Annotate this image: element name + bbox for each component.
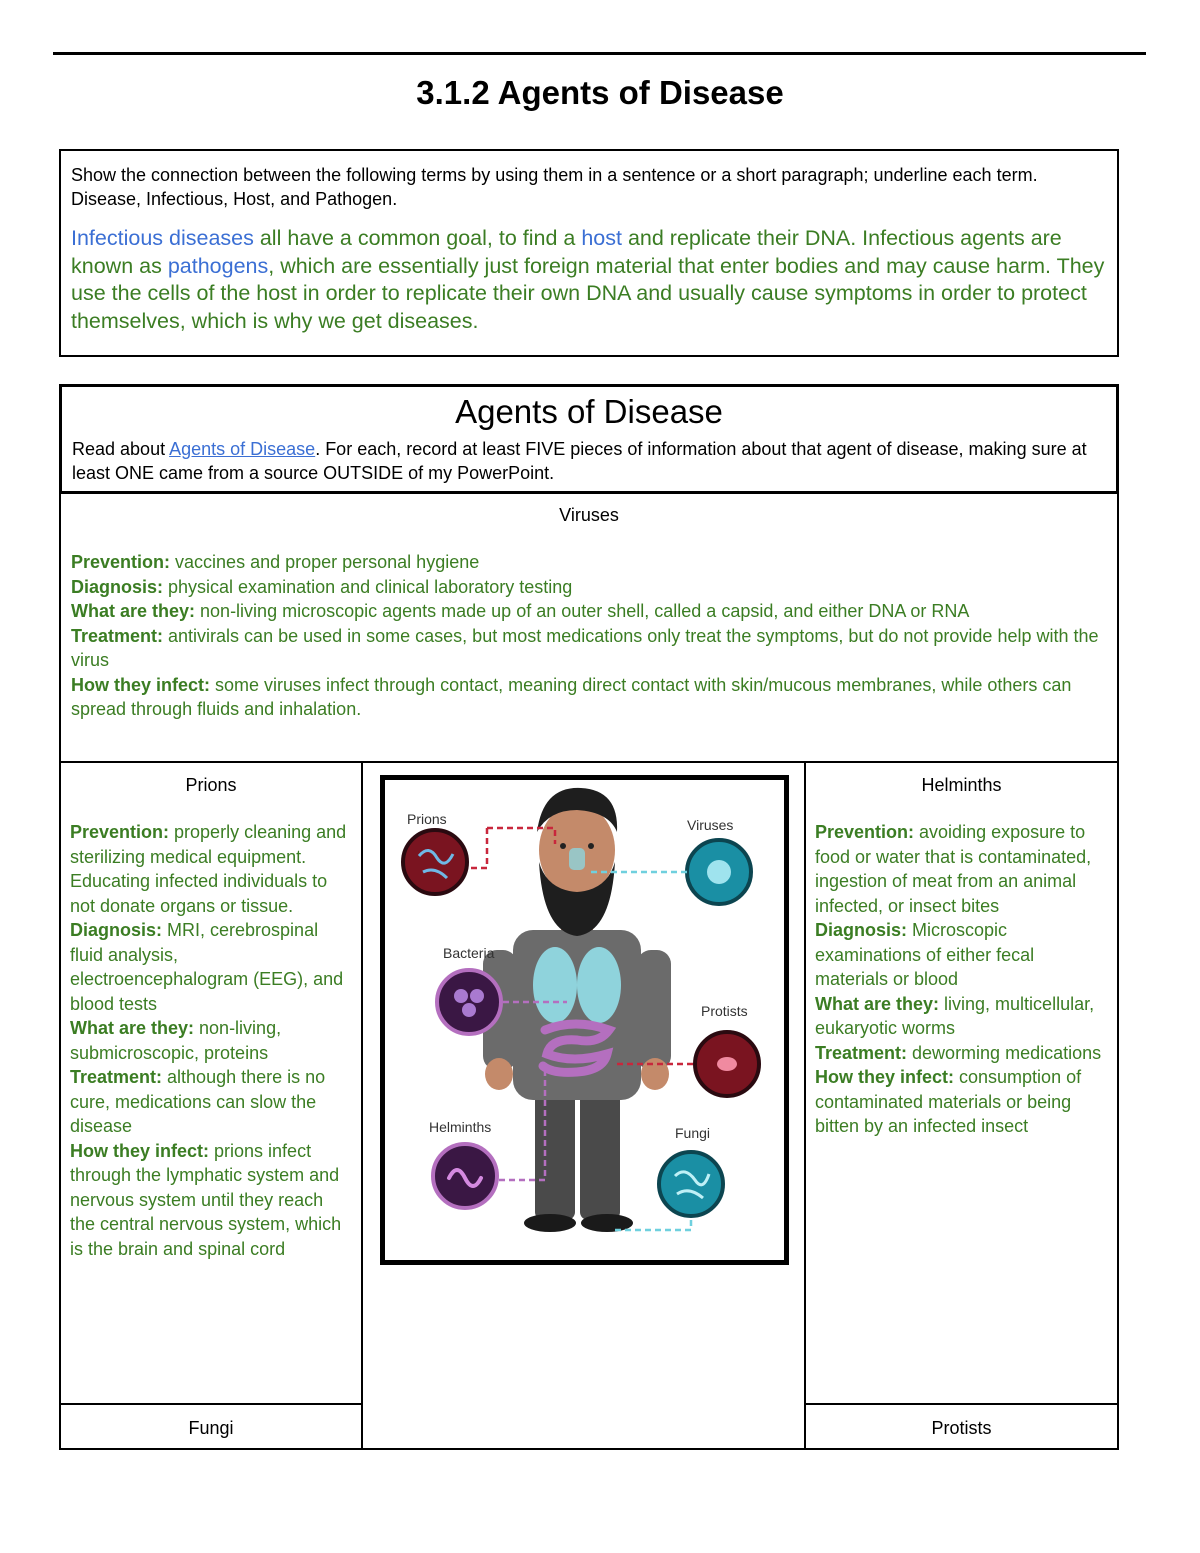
top-rule: [53, 52, 1146, 55]
helminths-what-label: What are they:: [815, 993, 940, 1014]
prions-what-label: What are they:: [70, 1018, 195, 1038]
prions-infect: prions infect through the lymphatic system and nervous system until they reach the central nervous system, which is the brain and spinal cord: [70, 1140, 342, 1259]
viruses-infect-label: How they infect:: [71, 674, 211, 695]
virus-particle-icon: [707, 860, 731, 884]
viruses-what-label: What are they:: [71, 601, 196, 621]
helminths-treatment-label: Treatment:: [815, 1042, 908, 1063]
prompt-box: [59, 149, 1119, 357]
fungi-label: Fungi: [675, 1125, 711, 1141]
left-shoe: [524, 1214, 576, 1232]
term-infectious-diseases: Infectious diseases: [71, 226, 254, 250]
helminths-heading: Helminths: [921, 775, 1002, 795]
viruses-diagnosis-label: Diagnosis:: [71, 576, 164, 597]
bacteria-circle: [437, 970, 501, 1034]
agents-header: [59, 384, 1119, 494]
viruses-infect: some viruses infect through contact, meaning direct contact with skin/mucous membranes, while others can spread through fluids and inhalation.: [71, 674, 1072, 719]
viruses-info: [71, 550, 1107, 722]
viruses-treatment-label: Treatment:: [71, 625, 164, 646]
helminths-cell: [804, 761, 1119, 1405]
protist-cell-icon: [717, 1057, 737, 1071]
viruses-heading: Viruses: [559, 505, 619, 525]
helminths-label: Helminths: [429, 1119, 492, 1135]
right-leg: [580, 1080, 620, 1220]
prions-diagnosis-label: Diagnosis:: [70, 920, 163, 940]
fungi-circle: [659, 1152, 723, 1216]
answer-text-3: , which are essentially just foreign material that enter bodies and may cause harm. They use the cells of the host in order to replicate their own DNA and usually cause symptoms in order to protect themselves, which is why we get diseases.: [71, 253, 1105, 333]
bacteria-label: Bacteria: [443, 945, 495, 961]
prions-prevention-label: Prevention:: [70, 822, 170, 842]
left-hand: [485, 1058, 513, 1090]
prions-prevention: properly cleaning and sterilizing medical equipment. Educating infected individuals to not donate organs or tissue.: [70, 822, 347, 916]
prompt-instructions: Show the connection between the following terms by using them in a sentence or a short paragraph; underline each term. Disease, Infectious, Host, and Pathogen.: [71, 165, 1038, 209]
helminths-treatment: deworming medications: [907, 1042, 1102, 1063]
right-hand: [641, 1058, 669, 1090]
term-pathogens: pathogens: [167, 253, 269, 278]
prions-infect-label: How they infect:: [70, 1140, 210, 1161]
helminths-diagnosis: Microscopic examinations of either fecal materials or blood: [815, 920, 1035, 989]
viruses-what: non-living microscopic agents made up of an outer shell, called a capsid, and either DNA or RNA: [195, 601, 970, 621]
prions-circle: [403, 830, 467, 894]
right-arm: [637, 950, 671, 1070]
viruses-prevention-label: Prevention:: [71, 552, 171, 572]
agents-title: Agents of Disease: [455, 393, 723, 430]
left-eye: [560, 843, 566, 849]
helminths-diagnosis-label: Diagnosis:: [815, 920, 908, 940]
agents-intro-after: . For each, record at least FIVE pieces of information about that agent of disease, making sure at least ONE came from a source OUTSIDE of my PowerPoint.: [72, 439, 1087, 483]
answer-text-1: all have a common goal, to find a: [253, 226, 582, 250]
helminths-infect: consumption of contaminated materials or being bitten by an infected insect: [815, 1067, 1082, 1136]
agents-intro-before: Read about: [72, 439, 170, 459]
agents-illustration: [385, 780, 784, 1260]
agents-figure: [380, 775, 789, 1265]
protists-cell: Protists: [804, 1403, 1119, 1450]
right-eye: [588, 843, 594, 849]
prions-what: non-living, submicroscopic, proteins: [70, 1018, 282, 1063]
nasal-highlight: [569, 848, 585, 870]
helminths-what: living, multicellular, eukaryotic worms: [815, 993, 1095, 1038]
prions-heading: Prions: [185, 775, 237, 795]
helminths-prevention: avoiding exposure to food or water that is contaminated, ingestion of meat from an animal infected, or insect bites: [815, 822, 1092, 916]
helminths-prevention-label: Prevention:: [815, 822, 915, 842]
bacteria-cell-icon-1: [454, 989, 468, 1003]
viruses-cell: [59, 491, 1119, 763]
agents-intro: [72, 437, 1106, 485]
prions-diagnosis: MRI, cerebrospinal fluid analysis, electroencephalogram (EEG), and blood tests: [70, 920, 344, 1014]
left-lung: [533, 947, 577, 1023]
viruses-label: Viruses: [687, 817, 734, 833]
prions-treatment-label: Treatment:: [70, 1067, 163, 1087]
right-lung: [577, 947, 621, 1023]
viruses-diagnosis: physical examination and clinical laboratory testing: [163, 576, 573, 597]
helminths-infect-label: How they infect:: [815, 1067, 955, 1087]
bacteria-cell-icon-2: [470, 989, 484, 1003]
viruses-treatment: antivirals can be used in some cases, but most medications only treat the symptoms, but do not provide help with the virus: [71, 625, 1099, 670]
viruses-prevention: vaccines and proper personal hygiene: [170, 552, 480, 572]
prions-treatment: although there is no cure, medications can slow the disease: [70, 1067, 326, 1136]
left-leg: [535, 1080, 575, 1220]
prions-cell: [59, 761, 363, 1405]
protists-label: Protists: [701, 1003, 748, 1019]
agents-of-disease-link[interactable]: Agents of Disease: [169, 439, 316, 459]
fungi-cell: Fungi: [59, 1403, 363, 1450]
prions-connector-2: [467, 828, 487, 868]
term-host: host: [581, 226, 622, 250]
answer-text-2: and replicate their DNA. Infectious agents are known as: [71, 226, 1062, 278]
prompt-answer: [71, 225, 1107, 335]
page-title: 3.1.2 Agents of Disease: [416, 74, 784, 111]
helminths-info: [815, 820, 1108, 1139]
bacteria-cell-icon-3: [462, 1003, 476, 1017]
prions-label: Prions: [407, 811, 447, 827]
prions-info: [70, 820, 352, 1261]
